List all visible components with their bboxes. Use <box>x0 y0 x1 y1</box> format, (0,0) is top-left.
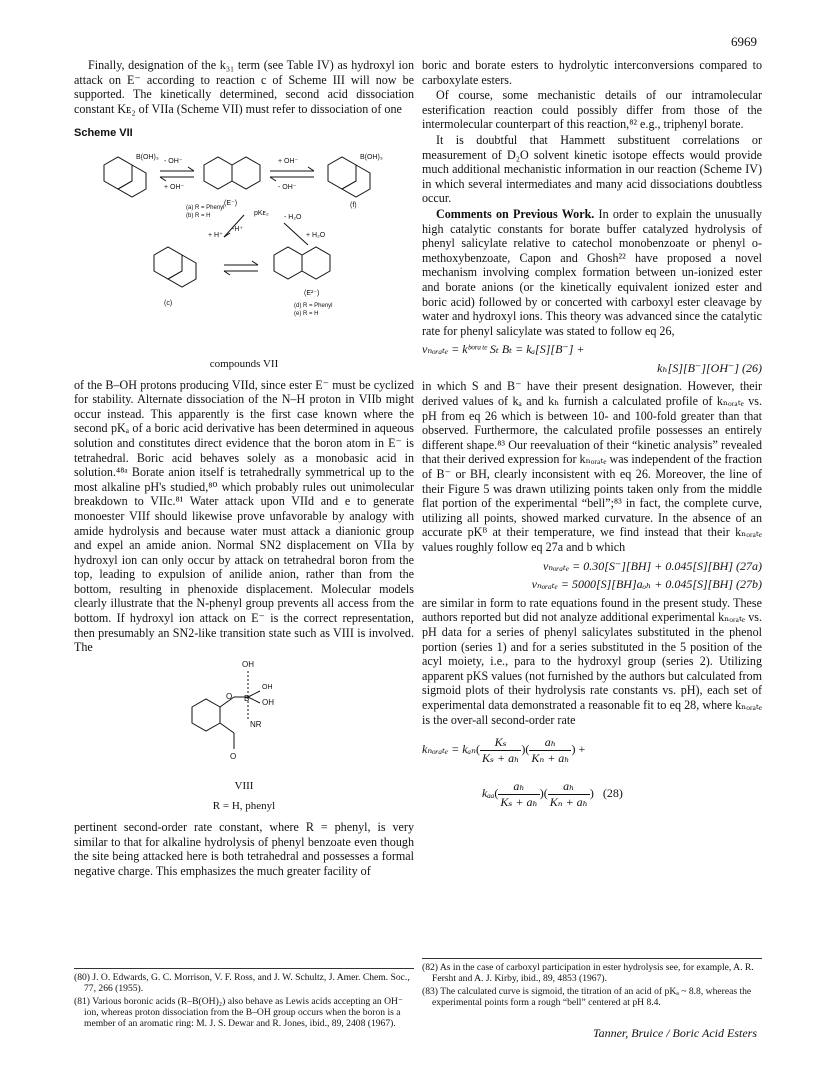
scheme-label: + H₂O <box>306 231 326 239</box>
scheme-label: (e) R = H <box>294 310 319 317</box>
left-column <box>74 58 414 879</box>
left-paragraph-1: Finally, designation of the k₃₁ term (see Table IV) as hydroxyl ion attack on E⁻ according to reaction c of Scheme III will now be supported. The kinetically determined, second acid dissociation constant Kᴇ₂ of VIIa (Scheme VII) must refer to dissociation of one <box>74 58 414 116</box>
equation-27b: vₙₒᵣₐₜₑ = 5000[S][BH]aₒₕ + 0.045[S][BH] (27b) <box>531 577 762 592</box>
section-text: In order to explain the unusually high catalytic constants for borate buffer catalyzed hydrolysis of phenyl salicylate relative to catechol monobenzoate or phenyl o-methoxybenzoate, Capon and Ghosh²² have proposed a novel mechanism involving complex formation between un-ionized ester and borate anions (or the kinetically equivalent ionized ester and boric acid) followed by or concerted with carboxyl ester cleavage by water and hydroxyl ions. This theory was advanced since the catalytic rate for phenyl salicylate was stated to follow eq 26, <box>422 206 762 338</box>
scheme-vii-figure <box>74 145 414 355</box>
right-paragraph-3: It is doubtful that Hammett substituent correlations or measurement of D₂O solvent kinetic isotope effects would provide much additional mechanistic information in our reaction (Scheme IV) in which several intermediates and many acid dissociations doubtless occur. <box>422 132 762 206</box>
scheme-label: - OH⁻ <box>164 157 183 165</box>
eq28-number: (28) <box>602 785 623 800</box>
right-paragraph-1: boric and borate esters to hydrolytic interconversions compared to carboxylate esters. <box>422 58 762 87</box>
eq28-plus: + <box>578 741 586 756</box>
eq28-frac1-den: Kₛ + aₕ <box>481 750 520 765</box>
footnote-80: (80) J. O. Edwards, G. C. Morrison, V. F. Ross, and J. W. Schultz, J. Amer. Chem. Soc., 77, 266 (1955). <box>74 972 410 995</box>
eq28-k2: kₐₐ <box>482 785 495 800</box>
right-paragraph-2: Of course, some mechanistic details of our intramolecular esterification reaction could possibly differ from those of the intermolecular counterpart of this reaction,⁸² e.g., triphenyl borate. <box>422 88 762 132</box>
footnote-82: (82) As in the case of carboxyl participation in ester hydrolysis see, for example, A. R. Fersht and A. J. Kirby, ibid., 89, 4853 (1967). <box>422 962 754 985</box>
right-paragraph-4 <box>422 207 762 338</box>
scheme-label: (E⁻) <box>224 199 238 207</box>
footnote-83: (83) The calculated curve is sigmoid, the titration of an acid of pKₐ ~ 8.8, whereas the experimental points form a rough “bell” centered at pH 8.4. <box>422 985 752 1008</box>
scheme-label: (a) R = Phenyl <box>186 204 225 211</box>
eq26-term: kₕ[S][B⁻][OH⁻] <box>657 360 739 375</box>
scheme-caption: compounds VII <box>209 357 279 370</box>
scheme-label: (f) <box>350 201 357 209</box>
viii-label: O <box>226 691 233 701</box>
viii-label: B <box>244 693 250 703</box>
scheme-label: pKᴇ₂ <box>254 209 269 217</box>
scheme-label: - OH⁻ <box>278 183 297 191</box>
scheme-label: B(OH)₃ <box>360 153 383 161</box>
left-paragraph-3: pertinent second-order rate constant, where R = phenyl, is very similar to that for alkaline hydrolysis of phenyl benzoate even though the site being attacked here is both tetrahedral and possesses a formal negative charge. This emphasizes the much greater facility of <box>74 820 414 878</box>
viii-label: OH <box>262 697 274 707</box>
scheme-label: + H⁺ <box>208 231 223 239</box>
right-column <box>422 58 762 825</box>
eq28-frac2-num: aₕ <box>529 735 571 751</box>
scheme-title: Scheme VII <box>74 127 133 140</box>
left-paragraph-2: of the B–OH protons producing VIId, since ester E⁻ must be cyclized for stability. Alternate dissociation of the N–H proton in VIIb might occur instead. This apparently is the first case known where the second pKₐ of a boric acid derivative has been determined in aqueous solution and constitutes direct evidence that the boron atom in E⁻ is tetrahedral. Boric acid behaves solely as a monobasic acid in solution.⁴⁸ᵃ Borate anion itself is tetrahedrally symmetrical up to the most alkaline pH's studied,⁸⁰ which probably rules out unimolecular breakdown to VIIc.⁸¹ Water attack upon VIId and e to generate monoester VIIf should likewise prove unfavorable by analogy with amide hydrolysis and because water must attack a dianionic group and expel an amide anion. Normal SN2 displacement on VIIa by hydroxyl ion can only occur by attack on tetrahedral boron from the top, leading to expulsion of anilide anion, rather than from the bottom, resulting in phenoxide displacement. Molecular models clearly illustrate that the N-phenyl group prevents all access from the bottom. If hydroxyl ion attack on E⁻ is the correct representation, then presumably an SN2-like transition state such as VIII is involved. The <box>74 377 414 655</box>
scheme-label: -H⁺ <box>232 225 244 233</box>
equation-26-line-2 <box>422 361 762 376</box>
scheme-label: (E²⁻) <box>304 289 320 297</box>
eq28-frac1-num: Kₛ <box>480 735 521 751</box>
eq28-frac4-den: Kₙ + aₕ <box>549 794 588 809</box>
equation-28: kₙₒᵣₐₜₑ = kₐₙ( $\frac{\text{Kₛ}}{\text{Kₛ + aₕ}}$ )( $\frac{\text{aₕ}}{\text{Kₙ + aₕ}}$ ) + kₐₐ( $\frac{\text{aₕ}}{\text{Kₛ + aₕ}}$ )( $\frac{\text{aₕ}}{\text{Kₙ + aₕ}}$ ) (28) <box>422 735 623 809</box>
viii-label: OH <box>262 683 273 691</box>
page-number: 6969 <box>731 34 757 49</box>
footnotes-right <box>422 958 762 1009</box>
viii-subcaption: R = H, phenyl <box>212 800 276 813</box>
eq28-frac2-den: Kₙ + aₕ <box>531 750 570 765</box>
eq28-frac3-den: Kₛ + aₕ <box>500 794 538 809</box>
equation-27a: vₙₒᵣₐₜₑ = 0.30[S⁻][BH] + 0.045[S][BH] (27a) <box>542 558 762 573</box>
viii-label: O <box>230 751 237 761</box>
scheme-label: (c) <box>164 299 173 307</box>
scheme-label: + OH⁻ <box>278 157 299 165</box>
scheme-label: (d) R = Phenyl <box>294 302 333 309</box>
footnotes-left <box>74 968 414 1030</box>
running-footer: Tanner, Bruice / Boric Acid Esters <box>593 1026 757 1040</box>
viii-label: OH <box>242 659 254 669</box>
scheme-label: (b) R = H <box>186 212 211 219</box>
structure-viii-figure <box>74 657 414 777</box>
equation-26-line-1: vₙₒᵣₐₜₑ = kᵇᵒʳᵃᵗᵉ Sₜ Bₜ = kₐ[S][B⁻] + <box>422 342 585 357</box>
right-paragraph-5: in which S and B⁻ have their present designation. However, their derived values of kₐ and kₕ furnish a calculated profile of kₙₒᵣₐₜₑ vs. pH from eq 26 which is between 10- and 100-fold greater than that observed. Furthermore, the calculated profile possesses an entirely different shape.⁸³ Our reevaluation of their “kinetic analysis” revealed that their derived expression for kₙₒᵣₐₜₑ was independent of the fraction of B⁻ or BH, clearly inconsistent with eq 26. Moreover, the line of their Figure 5 was drawn utilizing points taken only from the middle flat portion of the experimental “bell”;⁸³ in fact, the complete curve, utilizing all points, showed marked curvature. In the absence of an accurate pKᴮ at their temperature, we find instead that their kₙₒᵣₐₜₑ values roughly follow eq 27a and b which <box>422 379 762 554</box>
right-paragraph-6: are similar in form to rate equations found in the present study. These authors reported but did not analyze additional experimental kₙₒᵣₐₜₑ vs. pH data for a series of phenyl salicylates substituted in the phenol portion (series 1) and for a series substituted in the 5 position of the acyl moiety, i.e., para to the hydroxyl group (series 2). Utilizing apparent pKS values (not furnished by the authors but calculated from sigmoid plots of their hydrolysis rate constants vs. pH), each set of experimental data demonstrated a reasonable fit to eq 28, where kₙₒᵣₐₜₑ is the over-all second-order rate <box>422 595 762 727</box>
scheme-label: B(OH)₃ <box>136 153 159 161</box>
viii-caption: VIII <box>234 779 254 792</box>
footnote-81: (81) Various boronic acids (R–B(OH)₂) also behave as Lewis acids accepting an OH⁻ ion, whereas proton dissociation from the B–OH group occurs when the boron is a member of an aromatic ring: M. J. S. Dewar and R. Jones, ibid., 89, 2408 (1967). <box>74 995 403 1030</box>
viii-label: NR <box>250 719 262 729</box>
scheme-label: - H₂O <box>284 213 302 221</box>
scheme-label: + OH⁻ <box>164 183 185 191</box>
eq28-frac4-num: aₕ <box>548 779 590 795</box>
eq28-frac3-num: aₕ <box>498 779 539 795</box>
eq26-number: (26) <box>742 360 762 375</box>
section-heading: Comments on Previous Work. <box>436 206 595 221</box>
eq28-lhs: kₙₒᵣₐₜₑ = kₐₙ <box>422 741 476 756</box>
